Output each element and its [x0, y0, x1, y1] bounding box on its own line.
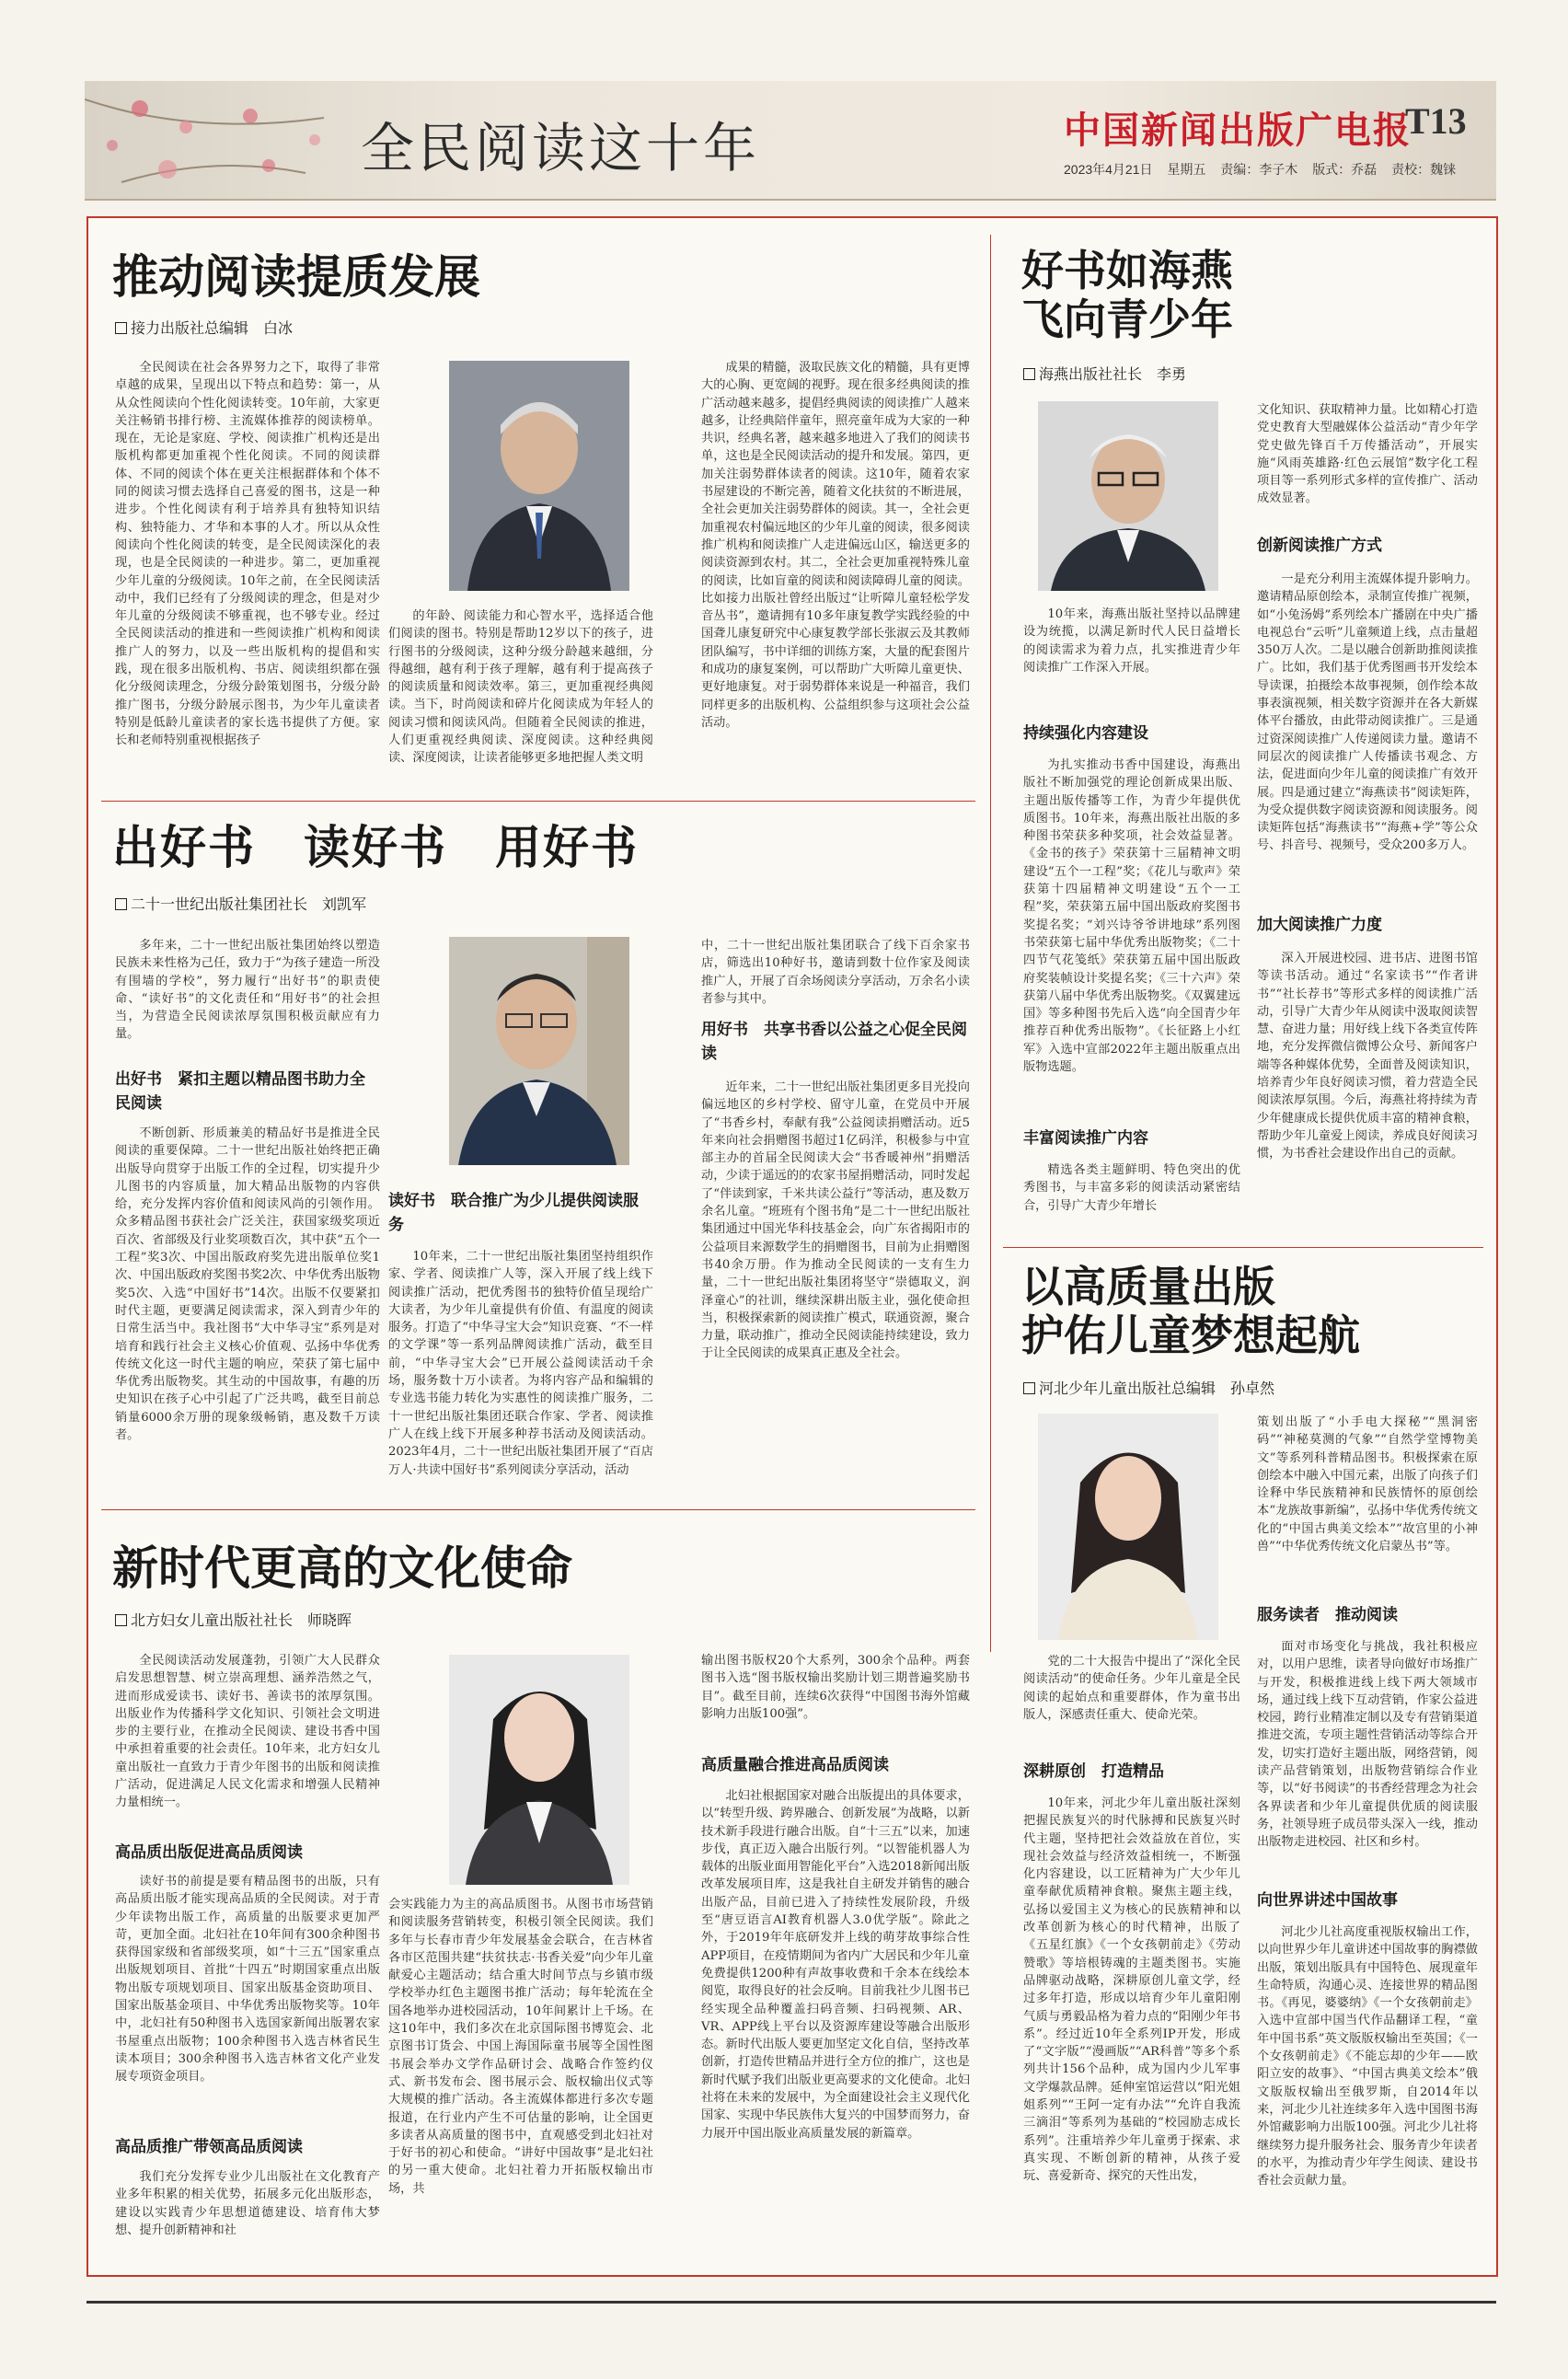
article-1-column-1: 全民阅读在社会各界努力之下，取得了非常卓越的成果，呈现出以下特点和趋势：第一，从从众性阅读向个性化阅读转变。10年前，大家更关注畅销书排行榜、主流媒体推荐的阅读榜单。现在，无论是家庭、学校、阅读推广机构还是出版机构都更加重视个性化阅读。不同的阅读群体、不同的阅读个体在更关注根据群体和个体不同的阅读习惯去选择自己喜爱的图书，这是一种进步。个性化阅读有利于培养具有独特知识结构、独特能力、才华和本事的人才。所以从众性阅读向个性化阅读的转变，是全民阅读深化的表现，也是全民阅读的一种进步。第二，更加重视少年儿童的分级阅读。10年之前，在全民阅读活动中，我们已经有了分级阅读的理念，但是对少年儿童的分级阅读不够重视，也不够专业。经过全民阅读活动的推进和一些阅读推广机构和阅读推广人的努力，以及一些出版机构的提倡和实践，现在很多出版机构、书店、阅读组织都在强化分级阅读理念，分级分龄策划图书，分级分龄推广图书，分级分龄展示图书，为少年儿童读者特别是低龄儿童读者的家长选书提供了方便。家长和老师特别重视根据孩子	[115, 361, 380, 748]
article-2-subhead-2-text: 10年来，二十一世纪出版社集团坚持组织作家、学者、阅读推广人等，深入开展了线上线下阅读推广活动，把优秀图书的独特价值呈现给广大读者，为少年儿童提供有价值、有温度的阅读服务。打造了“中华寻宝大会”知识竞赛、“不一样的文学课”等一系列品牌阅读推广活动，截至目前，“中华寻宝大会”已开展公益阅读活动千余场，服务数十万小读者。为将内容产品和编辑的专业选书能力转化为实惠性的阅读推广服务，二十一世纪出版社集团还联合作家、学者、阅读推广人在线上线下开展多种荐书活动及阅读活动。2023年4月，二十一世纪出版社集团开展了“百店万人·共读中国好书”系列阅读分享活动，活动	[388, 1250, 653, 1477]
article-3-byline: 北方妇女儿童出版社社长 师晓晖	[115, 1609, 352, 1630]
page-section-title: 全民阅读这十年	[361, 117, 761, 179]
proofreader: 责校：魏铼	[1391, 162, 1457, 177]
article-3-subhead-3-text: 北妇社根据国家对融合出版提出的具体要求，以“转型升级、跨界融合、创新发展”为战略，以新技术新手段进行融合出版。自“十三五”以来，加速步伐，真正迈入融合出版行列。“以智能机器人为载体的出版业面用智能化平台”入选2018新闻出版改革发展项目库，这是我社自主研发并销售的融合出版产品，目前已进入了持续性发展阶段，升级至“唐豆语言AI教育机器人3.0优学版”。除此之外，于2019年年底研发并上线的萌芽故事综合性APP项目，在疫情期间为省内广大居民和少年儿童免费提供1200种有声故事收费和千余本在线绘本阅览，取得良好的社会反响。目前我社少儿图书已经实现全品种覆盖扫码音频、扫码视频、AR、VR、APP线上平台以及资源库建设等融合出版形态。新时代出版人要更加坚定文化自信，坚持改革创新，打造传世精品并进行全方位的推广，这也是新时代赋予我们出版业更高要求的文化使命。北妇社将在未来的发展中，为全面建设社会主义现代化国家、实现中华民族伟大复兴的中国梦而努力，奋力展开中国出版业高质量发展的新篇章。	[701, 1789, 970, 2141]
article-1-headline: 推动阅读提质发展	[112, 249, 480, 304]
page-header	[85, 81, 1496, 201]
article-2-author-photo	[449, 937, 629, 1165]
article-divider-1	[101, 801, 975, 802]
article-2-subhead-2: 读好书 联合推广为少儿提供阅读服务	[388, 1192, 639, 1233]
article-4-subhead-right-2-text: 深入开展进校园、进书店、进图书馆等读书活动。通过“名家读书”“作者讲书”“社长荐书”等形式多样的阅读推广活动，引导广大青少年从阅读中汲取阅读智慧、奋进力量；用好线上线下各类宣传阵地，充分发挥微信微博公众号、新闻客户端等各种媒体优势，全面普及阅读知识，培养青少年良好阅读习惯，着力营造全民阅读浓厚氛围。今后，海燕社将持续为青少年健康成长提供优质丰富的精神食粮，帮助少年儿童爱上阅读，养成良好阅读习惯，为书香社会建设作出自己的贡献。	[1257, 952, 1478, 1161]
article-3-subhead-1-text: 读好书的前提是要有精品图书的出版，只有高品质出版才能实现高品质的全民阅读。对于青少年读物出版工作，高质量的出版要求更加严苛，更加全面。北妇社在10年间有300余种图书获得国家级和省部级奖项，如“十三五”国家重点出版规划项目、首批“十四五”时期国家重点出版物出版专项规划项目、国家出版基金资助项目、国家出版基金项目、中华优秀出版物奖等。10年中，北妇社有50种图书入选国家新闻出版署农家书屋重点出版物；100余种图书入选吉林省民生读本项目；300余种图书入选吉林省文化产业发展专项资金项目。	[115, 1875, 380, 2085]
plum-blossom-decoration	[85, 81, 398, 199]
article-4-column-right-top: 文化知识、获取精神力量。比如精心打造党史教育大型融媒体公益活动“青少年学党史做先锋百千万传播活动”，开展实施“风雨英雄路·红色云展馆”数字化工程项目等一系列形式多样的宣传推广、活动成效显著。	[1257, 403, 1478, 506]
newspaper-name: 中国新闻出版广电报	[1064, 109, 1412, 152]
article-1-column-2: 的年龄、阅读能力和心智水平，选择适合他们阅读的图书。特别是帮助12岁以下的孩子，进行图书的分级阅读，这种分级分龄越来越细，分得越细，越有利于孩子理解，越有利于提高孩子的阅读质量和阅读效率。第三，更加重视经典阅读。当下，时尚阅读和碎片化阅读成为年轻人的阅读习惯和阅读风尚。但随着全民阅读的推进，人们更重视经典阅读、深度阅读。这种经典阅读、深度阅读，让读者能够更多地把握人类文明	[388, 609, 653, 766]
article-2-intro: 多年来，二十一世纪出版社集团始终以塑造民族未来性格为己任，致力于“为孩子建造一所没有围墙的学校”，努力履行“出好书”的职责使命、“读好书”的文化责任和“用好书”的社会担当，为营造全民阅读浓厚氛围积极贡献应有力量。	[115, 939, 380, 1042]
article-4-subhead-left-2-text: 精选各类主题鲜明、特色突出的优秀图书，与丰富多彩的阅读活动紧密结合，引导广大青少年增长	[1023, 1163, 1240, 1213]
article-divider-right	[1003, 1247, 1483, 1248]
article-4-subhead-right-2: 加大阅读推广力度	[1257, 916, 1382, 933]
article-3-author-photo	[449, 1655, 629, 1885]
article-5-subhead-left-1: 深耕原创 打造精品	[1023, 1762, 1164, 1780]
article-5-subhead-right-2: 向世界讲述中国故事	[1257, 1891, 1398, 1909]
article-5-subhead-right-1: 服务读者 推动阅读	[1257, 1606, 1398, 1623]
article-3-subhead-2-text: 我们充分发挥专业少儿出版社在文化教育产业多年积累的相关优势，拓展多元化出版形态，建设以实践青少年思想道德建设、培育伟大梦想、提升创新精神和社	[115, 2170, 380, 2237]
article-2-subhead-3-text: 近年来，二十一世纪出版社集团更多目光投向偏远地区的乡村学校、留守儿童，在党员中开展了“书香乡村，奉献有我”公益阅读捐赠活动。近5年来向社会捐赠图书超过1亿码洋，积极参与中宣部主办的首届全民阅读大会“书香暖神州”捐赠活动，少读于遥远的的农家书屋捐赠活动，同时发起了“伴读到家，千米共读公益行”等活动，惠及数万余名儿童。“班班有个图书角”是二十一世纪出版社集团通过中国光华科技基金会，向广东省揭阳市的公益项目来源数学生的捐赠图书，目前为止捐赠图书40余万册。作为推动全民阅读的一支有生力量，二十一世纪出版社集团将坚守“崇德取义，润泽童心”的社训，继续深耕出版主业，强化使命担当，积极探索新的阅读推广模式，联通资源，聚合力量，联动推广，推动全民阅读能持续建设，致力于让全民阅读的成果真正惠及全社会。	[701, 1080, 970, 1361]
article-1-column-3: 成果的精髓，汲取民族文化的精髓，具有更博大的心胸、更宽阔的视野。现在很多经典阅读的推广活动越来越多，提倡经典阅读的阅读推广人越来越多，让经典陪伴童年，照亮童年成为大家的一种共识，经典名著，越来越多地进入了我们的阅读书单，这也是全民阅读活动的提升和发展。第四，更加关注弱势群体读者的阅读。这10年，随着农家书屋建设的不断完善，随着文化扶贫的不断进展，全社会更加关注弱势群体的阅读。其一，全社会更加重视农村偏远地区的少年儿童的阅读，很多阅读推广机构和阅读推广人走进偏远山区，输送更多的阅读资源到农村。其二，全社会更加重视特殊儿童的阅读，比如盲童的阅读和阅读障碍儿童的阅读。比如接力出版社曾经出版过“让听障儿童轻松学发音丛书”，邀请拥有10多年康复教学实践经验的中国聋儿康复研究中心康复教学部长张淑云及其教师团队编写，书中详细的训练方案，大量的配套图片和成功的康复案例，可以帮助广大听障儿童更快、更好地康复。对于弱势群体来说是一种福音，我们同样更多的出版机构、公益组织参与这项社会公益活动。	[701, 361, 970, 730]
article-5-subhead-right-1-text: 面对市场变化与挑战，我社积极应对，以用户思维，读者导向做好市场推广与开发，积极推进线上线下两大领域市场，通过线上线下互动营销，作家公益进校园，跨行业精准定制以及专有营销渠道推进交流，专项主题性营销活动等综合开发，切实打造好主题出版，网络营销，阅读产品营销策划，出版物营销综合作业等，以“好书阅读”的书香经营理念为社会各界读者和少年儿童提供优质的阅读服务，社领导班子成员带头深入一线，推动出版物走进校园、社区和乡村。	[1257, 1640, 1478, 1850]
article-1-byline: 接力出版社总编辑 白冰	[115, 317, 293, 338]
article-2-subhead-1: 出好书 紧扣主题以精品图书助力全民阅读	[115, 1070, 365, 1112]
article-5-column-right-top: 策划出版了“小手电大探秘”“黑洞密码”“神秘莫测的气象”“自然学堂博物美文”等系列科普精品图书。积极探索在原创绘本中融入中国元素，出版了向孩子们诠释中华民族精神和民族情怀的原创绘本“龙族故事新编”，弘扬中华优秀传统文化的“中国古典美文绘本”“故宫里的小神兽”“中华优秀传统文化启蒙丛书”等。	[1257, 1415, 1478, 1554]
article-5-headline: 以高质量出版 护佑儿童梦想起航	[1021, 1262, 1360, 1360]
article-3-column-3-top: 输出图书版权20个大系列，300余个品种。两套图书入选“图书版权输出奖励计划三期普遍奖励书目”。截至目前，连续6次获得“中国图书海外馆藏影响力出版100强”。	[701, 1654, 970, 1721]
article-3-subhead-1: 高品质出版促进高品质阅读	[115, 1843, 303, 1861]
article-5-column-left-intro: 党的二十大报告中提出了“深化全民阅读活动”的使命任务。少年儿童是全民阅读的起始点和重要群体，作为童书出版人，深感责任重大、使命光荣。	[1023, 1655, 1240, 1722]
issue-meta	[1064, 160, 1467, 179]
article-3-headline: 新时代更高的文化使命	[112, 1541, 572, 1595]
article-4-subhead-left-1: 持续强化内容建设	[1023, 724, 1148, 742]
article-4-subhead-right-1: 创新阅读推广方式	[1257, 537, 1382, 554]
layout-credit: 版式：乔磊	[1312, 162, 1378, 177]
article-1-author-photo	[449, 361, 629, 591]
article-5-author-photo	[1038, 1414, 1218, 1640]
page-number: T13	[1405, 100, 1467, 142]
article-2-subhead-3: 用好书 共享书香以公益之心促全民阅读	[701, 1021, 967, 1062]
article-3-subhead-2: 高品质推广带领高品质阅读	[115, 2138, 303, 2155]
article-3-subhead-3: 高质量融合推进高品质阅读	[701, 1756, 889, 1773]
article-2-byline: 二十一世纪出版社集团社长 刘凯军	[115, 893, 366, 914]
issue-weekday: 星期五	[1167, 162, 1206, 177]
article-5-subhead-right-2-text: 河北少儿社高度重视版权输出工作，以向世界少年儿童讲述中国故事的胸襟做出版，策划出版具有中国特色、展现童年生命特质，沟通心灵、连接世界的精品图书。《再见，婆婆纳》《一个女孩朝前走》入选中宣部中国当代作品翻译工程，“童年中国书系”英文版版权输出至英国；《一个女孩朝前走》《不能忘却的少年——欧阳立安的故事》、“中国古典美文绘本”俄文版版权输出至俄罗斯，自2014年以来，河北少儿社连续多年入选中国图书海外馆藏影响力出版100强。河北少儿社将继续努力提升服务社会、服务青少年读者的水平，为推动青少年学生阅读、建设书香社会贡献力量。	[1257, 1925, 1478, 2188]
article-4-subhead-left-1-text: 为扎实推动书香中国建设，海燕出版社不断加强党的理论创新成果出版、主题出版传播等工作，为青少年提供优质图书。10年来，海燕出版社出版的多种图书荣获多种奖项，社会效益显著。《金书的孩子》荣获第十三届精神文明建设“五个一工程”奖；《花儿与歌声》荣获第十四届精神文明建设“五个一工程”奖，荣获第五届中国出版政府奖图书奖提名奖；“刘兴诗爷爷讲地球”系列图书荣获第七届中华优秀出版物奖；《二十四节气花笺纸》荣获第五届中国出版政府奖装帧设计奖提名奖；《三十六声》荣获第八届中华优秀出版物奖。《双翼建远国》等多种图书先后入选“向全国青少年推荐百种优秀出版物”。《长征路上小红军》入选中宣部2022年主题出版重点出版物选题。	[1023, 758, 1240, 1075]
article-5-subhead-left-1-text: 10年来，河北少年儿童出版社深刻把握民族复兴的时代脉搏和民族复兴时代主题，坚持把社会效益放在首位，实现社会效益与经济效益相统一，不断强化内容建设，以工匠精神为广大少年儿童奉献优质精神食粮。聚焦主题主线，弘扬以爱国主义为核心的民族精神和以改革创新为核心的时代精神，出版了《五星红旗》《一个女孩朝前走》《劳动赞歌》等培根铸魂的主题类图书。实施品牌驱动战略，深耕原创儿童文学，经过多年打造，形成以培育少年儿童阳刚气质与勇毅品格为着力点的“阳刚少年书系”。经过近10年全系列IP开发，形成了“文字版”“漫画版”“AR科普”等多个系列共计156个品种，成为国内少儿军事文学爆款品牌。延伸室馆运营以“阳光姐姐系列”“王阿一定有办法”“允许自我流三滴泪”等系列为基础的“校园励志成长系列”。注重培养少年儿童勇于探索、求真实现、不断创新的精神，从孩子爱玩、喜爱新奇、探究的天性出发，	[1023, 1796, 1240, 2184]
article-4-byline: 海燕出版社社长 李勇	[1023, 363, 1186, 384]
editor: 责编：李子木	[1220, 162, 1298, 177]
page-bottom-rule	[86, 2301, 1496, 2304]
article-4-headline: 好书如海燕 飞向青少年	[1021, 246, 1233, 344]
article-4-subhead-left-2: 丰富阅读推广内容	[1023, 1129, 1148, 1147]
article-4-column-left-intro: 10年来，海燕出版社坚持以品牌建设为统揽，以满足新时代人民日益增长的阅读需求为着力点，扎实推进青少年阅读推广工作深入开展。	[1023, 607, 1240, 675]
article-3-column-2: 会实践能力为主的高品质图书。从图书市场营销和阅读服务营销转变，积极引领全民阅读。我们多年与长春市青少年发展基金会联合，在吉林省各市区范围共建“扶贫扶志·书香关爱”向少年儿童献爱心主题活动；结合重大时间节点与乡镇市级学校举办红色主题图书推广活动；每年轮流在全国各地举办进校园活动，10年间累计上千场。在这10年中，我们多次在北京国际图书博览会、北京图书订货会、中国上海国际童书展等全国性图书展会举办文学作品研讨会、战略合作签约仪式、新书发布会、图书展示会、版权输出仪式等大规模的推广活动。各主流媒体都进行多次专题报道，在行业内产生不可估量的影响，让全国更多读者从高质量的图书中，直观感受到北妇社对于好书的初心和使命。“讲好中国故事”是北妇社的另一重大使命。北妇社着力开拓版权输出市场，共	[388, 1898, 653, 2196]
column-divider	[990, 235, 991, 1652]
article-5-byline: 河北少年儿童出版社总编辑 孙卓然	[1023, 1377, 1274, 1398]
article-2-subhead-1-text: 不断创新、形质兼美的精品好书是推进全民阅读的重要保障。二十一世纪出版社始终把正确出版导向贯穿于出版工作的全过程，切实提升少儿图书的内容质量，加大精品出版物的内容供给，充分发挥内容价值和阅读风尚的引领作用。众多精品图书获社会广泛关注，获国家级奖项近百次、省部级及行业奖项数百次，其中获“五个一工程”奖3次、中国出版政府奖先进出版单位奖1次、中国出版政府奖图书奖2次、中华优秀出版物奖5次、入选“中国好书”14次。出版不仅要紧扣时代主题，更要满足阅读需求，深入到青少年的日常生活当中。我社图书“大中华寻宝”系列是对培育和践行社会主义核心价值观、弘扬中华优秀传统文化这一时代主题的响应，荣获了第七届中华优秀出版物奖。其生动的中国故事，有趣的历史知识在孩子心中引起了广泛共鸣，截至目前总销量6000余万册的现象级畅销，惠及数千万读者。	[115, 1126, 380, 1443]
article-2-column-3-top: 中，二十一世纪出版社集团联合了线下百余家书店，筛选出10种好书，邀请到数十位作家及阅读推广人，开展了百余场阅读分享活动，万余名小读者参与其中。	[701, 939, 970, 1006]
article-divider-2	[101, 1509, 975, 1510]
article-2-headline: 出好书 读好书 用好书	[112, 820, 639, 874]
article-4-subhead-right-1-text: 一是充分利用主流媒体提升影响力。邀请精品原创绘本，录制宣传推广视频，如“小兔汤姆”系列绘本广播剧在中央广播电视总台“云听”儿童频道上线，点击量超350万人次。二是以融合创新助推阅读推广。比如，我们基于优秀图画书开发绘本导读课，拍摄绘本故事视频，创作绘本故事表演视频，相关数字资源并在各大新媒体平台播放，由此带动阅读推广。三是通过资深阅读推广人传递阅读力量。邀请不同层次的阅读推广人传播读书观念、方法，促进面向少年儿童的阅读推广有效开展。四是通过建立“海燕读书”阅读矩阵，为受众提供数字阅读资源和阅读服务。阅读矩阵包括“海燕读书”“海燕+学”等公众号、抖音号、视频号，受众200多万人。	[1257, 572, 1478, 853]
article-4-author-photo	[1038, 401, 1218, 591]
article-3-intro: 全民阅读活动发展蓬勃，引领广大人民群众启发思想智慧、树立崇高理想、涵养浩然之气，进而形成爱读书、读好书、善读书的浓厚氛围。出版业作为传播科学文化知识、引领社会文明进步的主要行业，在推动全民阅读、建设书香中国中承担着重要的社会责任。10年来，北方妇女儿童出版社一直致力于青少年图书的出版和阅读推广活动，促进满足人民文化需求和增强人民精神力量相统一。	[115, 1654, 380, 1810]
issue-date: 2023年4月21日	[1064, 162, 1153, 177]
